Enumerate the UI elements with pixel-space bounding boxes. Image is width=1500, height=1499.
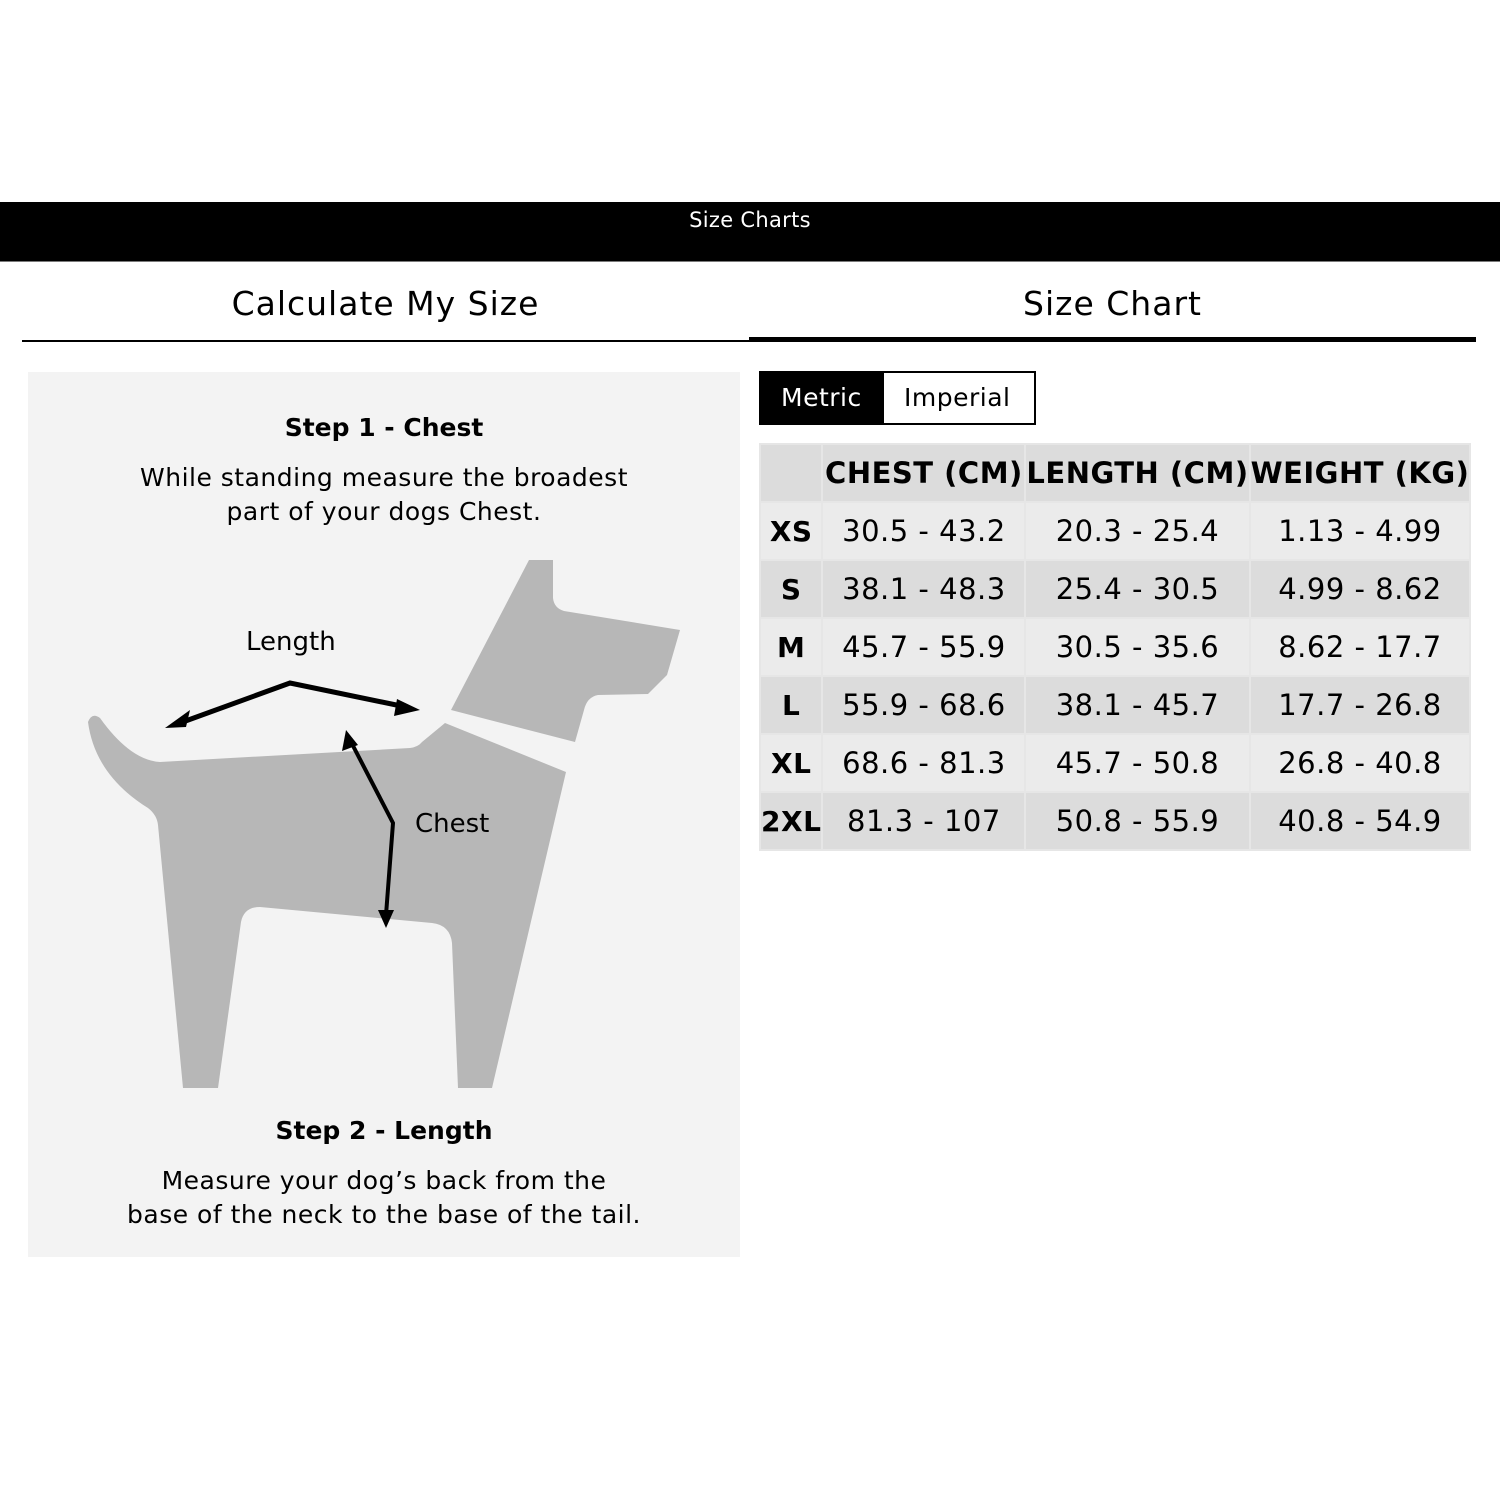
column-header-size [760, 444, 822, 502]
column-header-chest: CHEST (CM) [822, 444, 1025, 502]
chest-cell: 68.6 - 81.3 [822, 734, 1025, 792]
tab-label: Calculate My Size [231, 284, 540, 323]
chest-cell: 55.9 - 68.6 [822, 676, 1025, 734]
size-cell: S [760, 560, 822, 618]
modal-header [0, 202, 1500, 262]
table-row [760, 676, 1470, 734]
column-header-length: LENGTH (CM) [1025, 444, 1249, 502]
metric-button[interactable]: Metric [761, 373, 884, 423]
modal-title: Size Charts [689, 208, 811, 232]
weight-cell: 8.62 - 17.7 [1250, 618, 1471, 676]
step2-title: Step 2 - Length [275, 1116, 493, 1145]
step1-desc-line1: While standing measure the broadest [140, 463, 628, 492]
weight-cell: 26.8 - 40.8 [1250, 734, 1471, 792]
length-arrow-right-head-icon [394, 699, 420, 716]
dog-body-icon [88, 716, 566, 1088]
weight-cell: 4.99 - 8.62 [1250, 560, 1471, 618]
table-header-row [760, 444, 1470, 502]
tab-calculate-my-size[interactable] [22, 262, 749, 342]
measure-guide-panel [28, 372, 740, 1257]
size-chart-table [759, 443, 1471, 851]
length-cell: 38.1 - 45.7 [1025, 676, 1249, 734]
size-cell: XS [760, 502, 822, 560]
table-row [760, 792, 1470, 850]
size-cell: 2XL [760, 792, 822, 850]
table-row [760, 502, 1470, 560]
tab-label: Size Chart [1023, 284, 1202, 323]
step2-desc-line2: base of the neck to the base of the tail. [127, 1200, 641, 1229]
weight-cell: 1.13 - 4.99 [1250, 502, 1471, 560]
length-arrow-icon [180, 683, 406, 723]
weight-cell: 40.8 - 54.9 [1250, 792, 1471, 850]
chest-cell: 81.3 - 107 [822, 792, 1025, 850]
weight-cell: 17.7 - 26.8 [1250, 676, 1471, 734]
length-cell: 25.4 - 30.5 [1025, 560, 1249, 618]
length-cell: 20.3 - 25.4 [1025, 502, 1249, 560]
length-arrow-left-head-icon [165, 710, 190, 728]
table-row [760, 618, 1470, 676]
unit-toggle [759, 371, 1036, 425]
length-cell: 30.5 - 35.6 [1025, 618, 1249, 676]
chest-label: Chest [415, 809, 490, 839]
step2-desc-line1: Measure your dog’s back from the [161, 1166, 607, 1195]
size-cell: XL [760, 734, 822, 792]
length-cell: 45.7 - 50.8 [1025, 734, 1249, 792]
column-header-weight: WEIGHT (KG) [1250, 444, 1471, 502]
imperial-button[interactable]: Imperial [884, 373, 1034, 423]
table-row [760, 560, 1470, 618]
table-row [760, 734, 1470, 792]
size-cell: M [760, 618, 822, 676]
tab-size-chart[interactable] [749, 262, 1476, 342]
tab-bar [22, 262, 1476, 340]
chest-cell: 45.7 - 55.9 [822, 618, 1025, 676]
chest-cell: 38.1 - 48.3 [822, 560, 1025, 618]
length-cell: 50.8 - 55.9 [1025, 792, 1249, 850]
dog-head-icon [451, 560, 680, 742]
length-label: Length [246, 627, 336, 657]
step1-title: Step 1 - Chest [284, 413, 484, 442]
size-cell: L [760, 676, 822, 734]
chest-cell: 30.5 - 43.2 [822, 502, 1025, 560]
step1-desc-line2: part of your dogs Chest. [226, 497, 542, 526]
